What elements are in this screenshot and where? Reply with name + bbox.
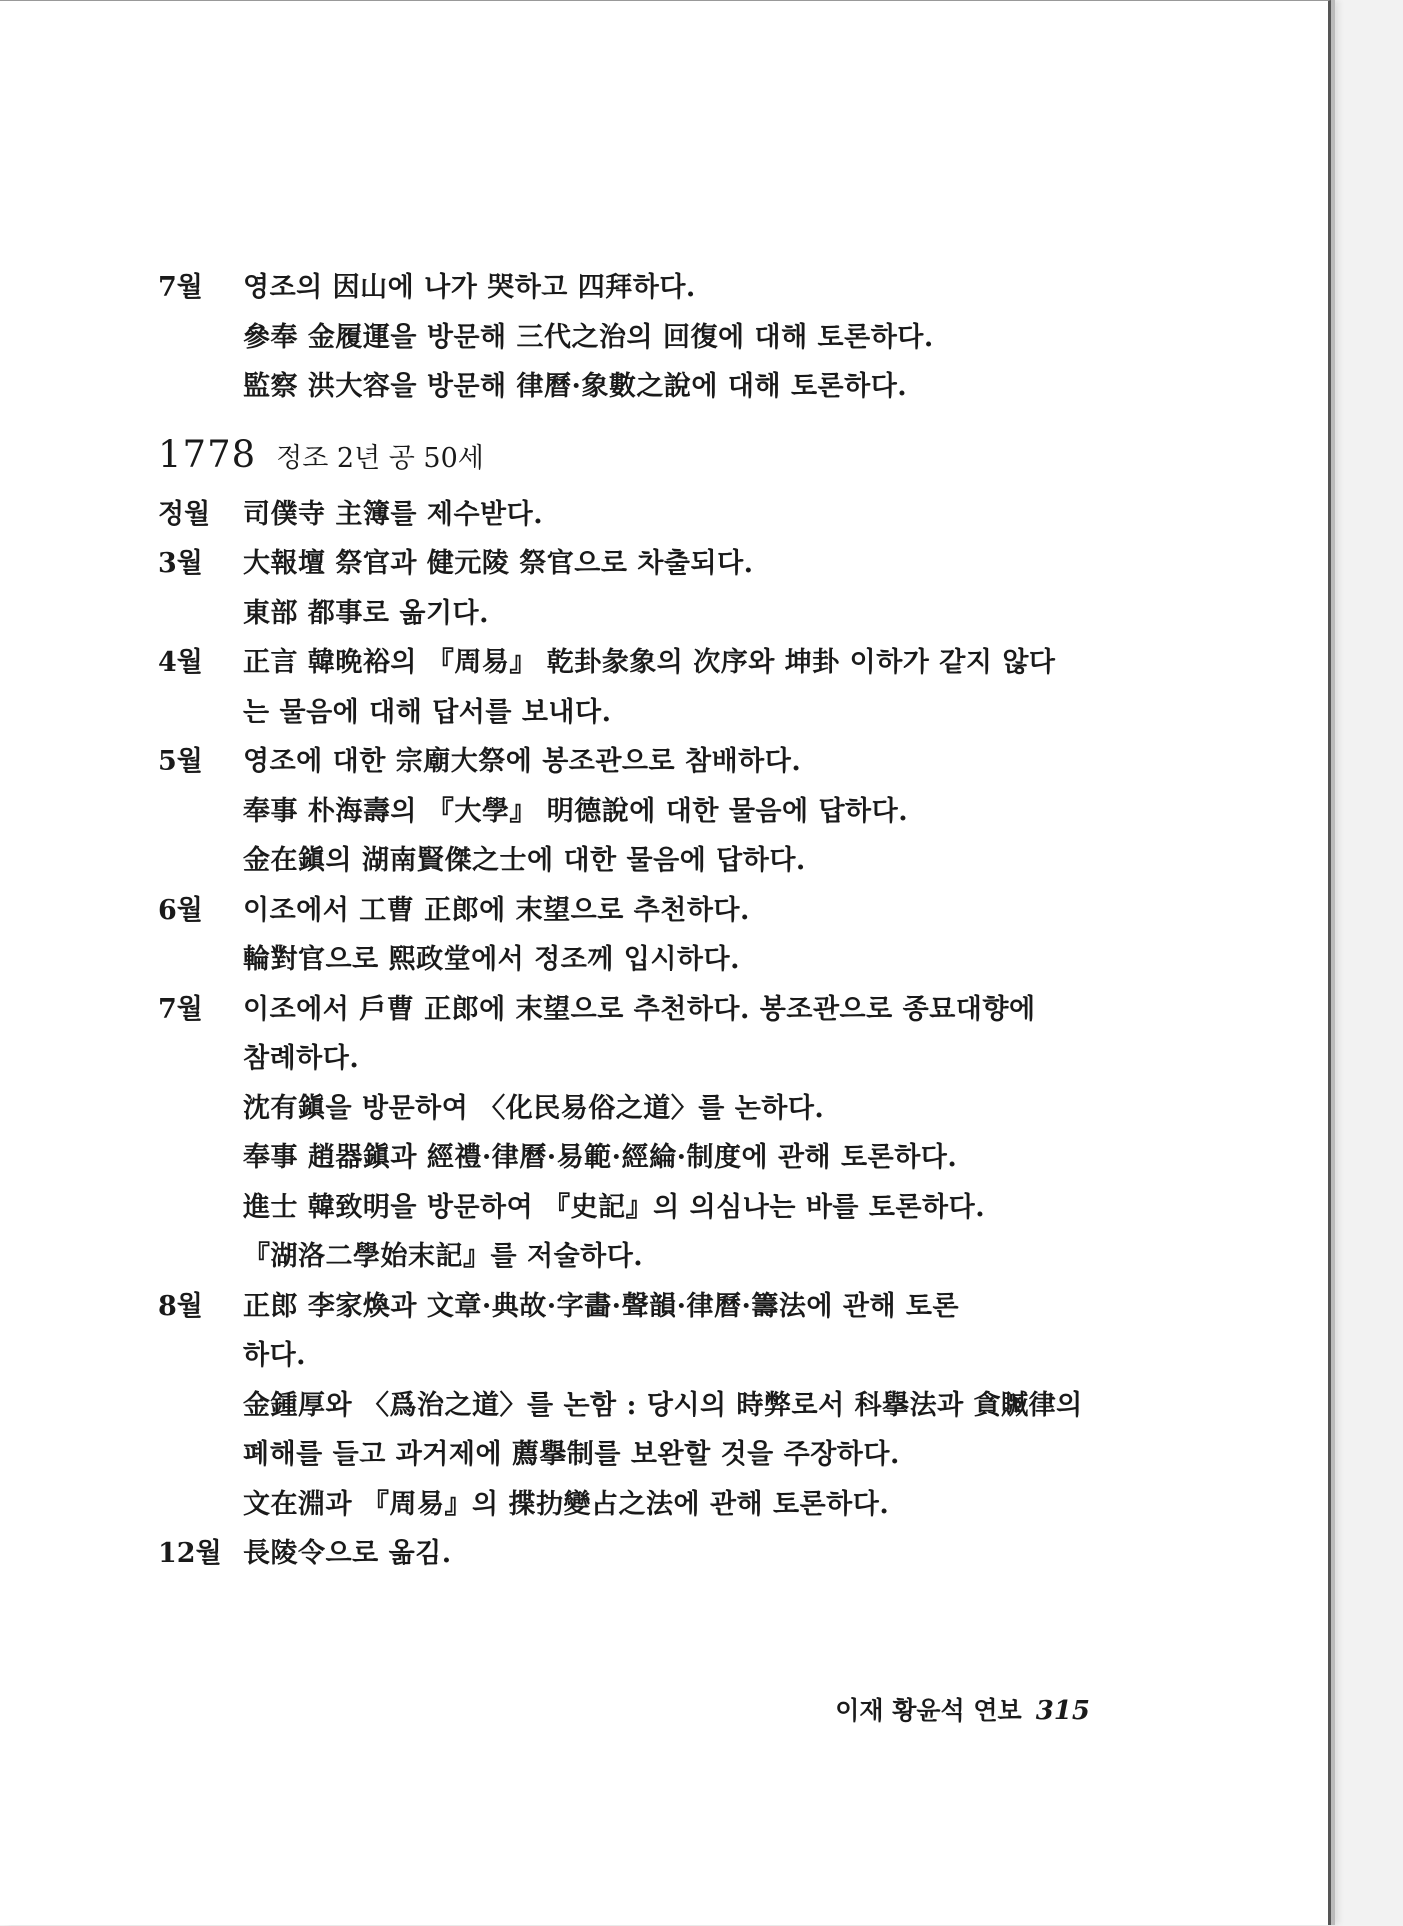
- month-entry: [158, 1529, 1158, 1579]
- month-label: 5월: [158, 746, 203, 777]
- entry-lines: [243, 638, 1158, 737]
- entry-line: 大報壇 祭官과 健元陵 祭官으로 차출되다.: [243, 548, 754, 579]
- entry-line: 『湖洛二學始末記』를 저술하다.: [243, 1241, 644, 1272]
- year-number: 1778: [158, 432, 257, 476]
- month-label: 3월: [158, 548, 203, 579]
- month-entry: [158, 263, 1158, 412]
- entry-line: 正言 韓晩裕의 『周易』 乾卦彖象의 次序와 坤卦 이하가 같지 않다: [243, 647, 1056, 678]
- entry-lines: [243, 886, 1158, 985]
- entry-line: 참례하다.: [243, 1043, 360, 1074]
- month-entry: [158, 638, 1158, 737]
- entry-lines: [243, 1529, 1158, 1579]
- entry-line: 文在淵과 『周易』의 揲扐變占之法에 관해 토론하다.: [243, 1488, 890, 1520]
- entry-lines: [243, 985, 1158, 1282]
- month-entry: [158, 737, 1158, 886]
- entry-lines: [243, 737, 1158, 886]
- month-label: 정월: [158, 498, 211, 530]
- entry-lines: [243, 263, 1158, 412]
- page-number: 315: [1035, 1696, 1090, 1726]
- month-label: 4월: [158, 647, 203, 678]
- entry-line: 영조의 因山에 나가 哭하고 四拜하다.: [243, 272, 696, 303]
- entry-line: 金在鎭의 湖南賢傑之士에 대한 물음에 답하다.: [243, 845, 806, 876]
- month-label: 6월: [158, 894, 203, 926]
- entry-line: 東部 都事로 옮기다.: [243, 597, 490, 629]
- entry-line: 參奉 金履運을 방문해 三代之治의 回復에 대해 토론하다.: [243, 321, 934, 353]
- running-footer: [820, 1691, 1090, 1727]
- entry-line: 進士 韓致明을 방문하여 『史記』의 의심나는 바를 토론하다.: [243, 1191, 986, 1223]
- year-1778-entries: [158, 490, 1158, 1579]
- entry-lines: [243, 490, 1158, 540]
- entry-line: 正郎 李家煥과 文章·典故·字畵·聲韻·律曆·籌法에 관해 토론: [243, 1290, 960, 1322]
- month-entry: [158, 985, 1158, 1282]
- entry-line: 司僕寺 主簿를 제수받다.: [243, 498, 544, 530]
- entry-line: 하다.: [243, 1340, 307, 1371]
- entry-line: 監察 洪大容을 방문해 律曆·象數之說에 대해 토론하다.: [243, 371, 908, 402]
- year-subtitle: 정조 2년 공 50세: [276, 442, 484, 474]
- entry-line: 奉事 趙器鎭과 經禮·律曆·易範·經綸·制度에 관해 토론하다.: [243, 1142, 958, 1173]
- month-label: 12월: [158, 1538, 222, 1569]
- entry-line: 沈有鎭을 방문하여 〈化民易俗之道〉를 논하다.: [243, 1092, 825, 1124]
- chronology-content: [158, 263, 1158, 1579]
- year-1777-entries: [158, 263, 1158, 412]
- month-entry: [158, 490, 1158, 540]
- entry-line: 폐해를 들고 과거제에 薦擧制를 보완할 것을 주장하다.: [243, 1439, 900, 1470]
- month-label: 7월: [158, 272, 203, 303]
- month-label: 8월: [158, 1290, 203, 1322]
- month-entry: [158, 539, 1158, 638]
- month-label: 7월: [158, 993, 203, 1025]
- entry-line: 長陵令으로 옮김.: [243, 1538, 452, 1569]
- month-entry: [158, 886, 1158, 985]
- month-entry: [158, 1282, 1158, 1530]
- entry-line: 이조에서 戶曹 正郎에 末望으로 추천하다. 봉조관으로 종묘대향에: [243, 993, 1036, 1025]
- entry-line: 奉事 朴海壽의 『大學』 明德說에 대한 물음에 답하다.: [243, 795, 909, 827]
- entry-line: 영조에 대한 宗廟大祭에 봉조관으로 참배하다.: [243, 746, 802, 777]
- entry-line: 金鍾厚와 〈爲治之道〉를 논함 : 당시의 時弊로서 科擧法과 貪贓律의: [243, 1389, 1083, 1421]
- entry-line: 輪對官으로 熙政堂에서 정조께 입시하다.: [243, 944, 741, 975]
- entry-lines: [243, 1282, 1158, 1530]
- entry-lines: [243, 539, 1158, 638]
- year-header: [158, 426, 1158, 488]
- book-title: 이재 황윤석 연보: [835, 1696, 1022, 1725]
- entry-line: 이조에서 工曹 正郎에 末望으로 추천하다.: [243, 894, 750, 926]
- entry-line: 는 물음에 대해 답서를 보내다.: [243, 696, 612, 728]
